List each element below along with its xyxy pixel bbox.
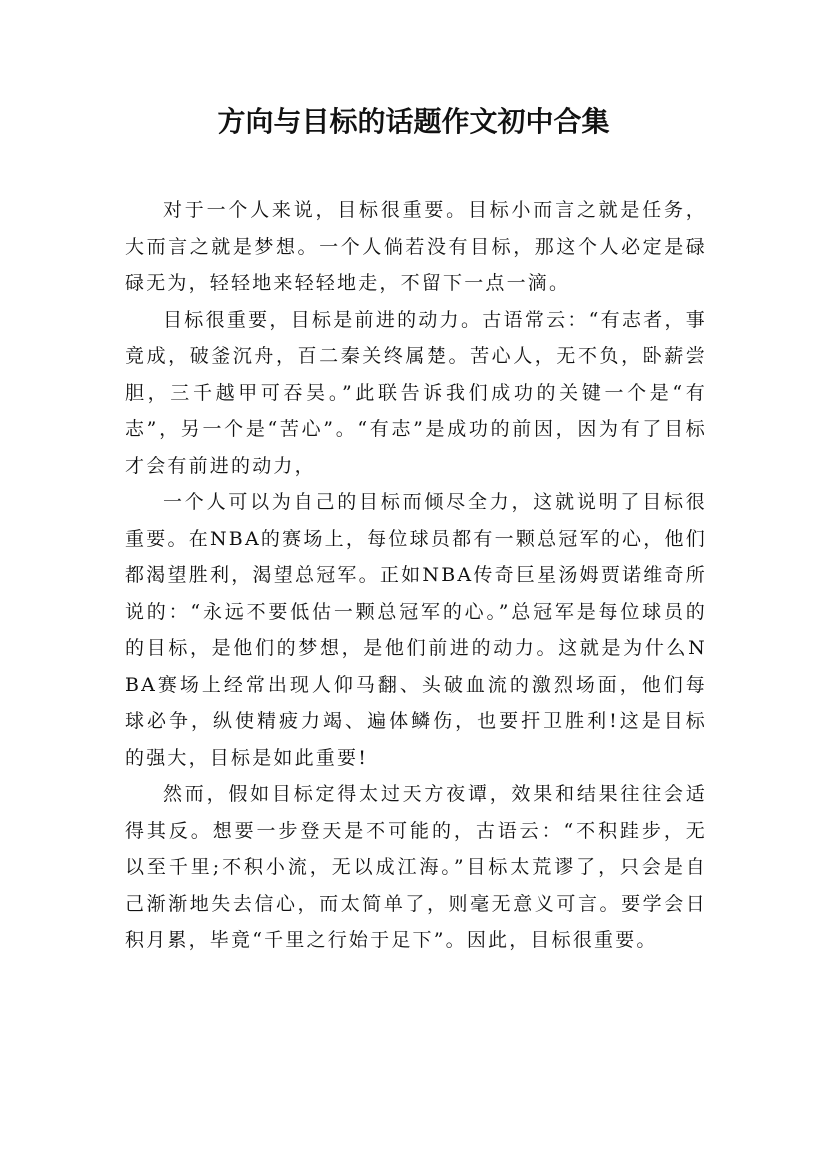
paragraph-1: 对于一个人来说，目标很重要。目标小而言之就是任务，大而言之就是梦想。一个人倘若没有目标，那这个人必定是碌碌无为，轻轻地来轻轻地走，不留下一点一滴。 xyxy=(125,199,707,294)
document-title: 方向与目标的话题作文初中合集 xyxy=(217,105,610,138)
paragraph-2: 目标很重要，目标是前进的动力。古语常云：“有志者，事竟成，破釜沉舟，百二秦关终属楚。苦心人，无不负，卧薪尝胆，三千越甲可吞吴。”此联告诉我们成功的关键一个是“有志”，另一个是“苦心”。“有志”是成功的前因，因为有了目标才会有前进的动力， xyxy=(125,308,707,477)
paragraph-4: 然而，假如目标定得太过天方夜谭，效果和结果往往会适得其反。想要一步登天是不可能的，古语云：“不积跬步，无以至千里;不积小流，无以成江海。”目标太荒谬了，只会是自己渐渐地失去信心，而太简单了，则毫无意义可言。要学会日积月累，毕竟“千里之行始于足下”。因此，目标很重要。 xyxy=(125,783,707,951)
paragraph-3: 一个人可以为自己的目标而倾尽全力，这就说明了目标很重要。在NBA的赛场上，每位球员都有一颗总冠军的心，他们都渴望胜利，渴望总冠军。正如NBA传奇巨星汤姆贾诺维奇所说的：“永远不要低估一颗总冠军的心。”总冠军是每位球员的的目标，是他们的梦想，是他们前进的动力。这就是为什么NBA赛场上经常出现人仰马翻、头破血流的激烈场面，他们每球必争，纵使精疲力竭、遍体鳞伤，也要扞卫胜利!这是目标的强大，目标是如此重要! xyxy=(125,491,707,769)
document-body xyxy=(125,192,707,959)
